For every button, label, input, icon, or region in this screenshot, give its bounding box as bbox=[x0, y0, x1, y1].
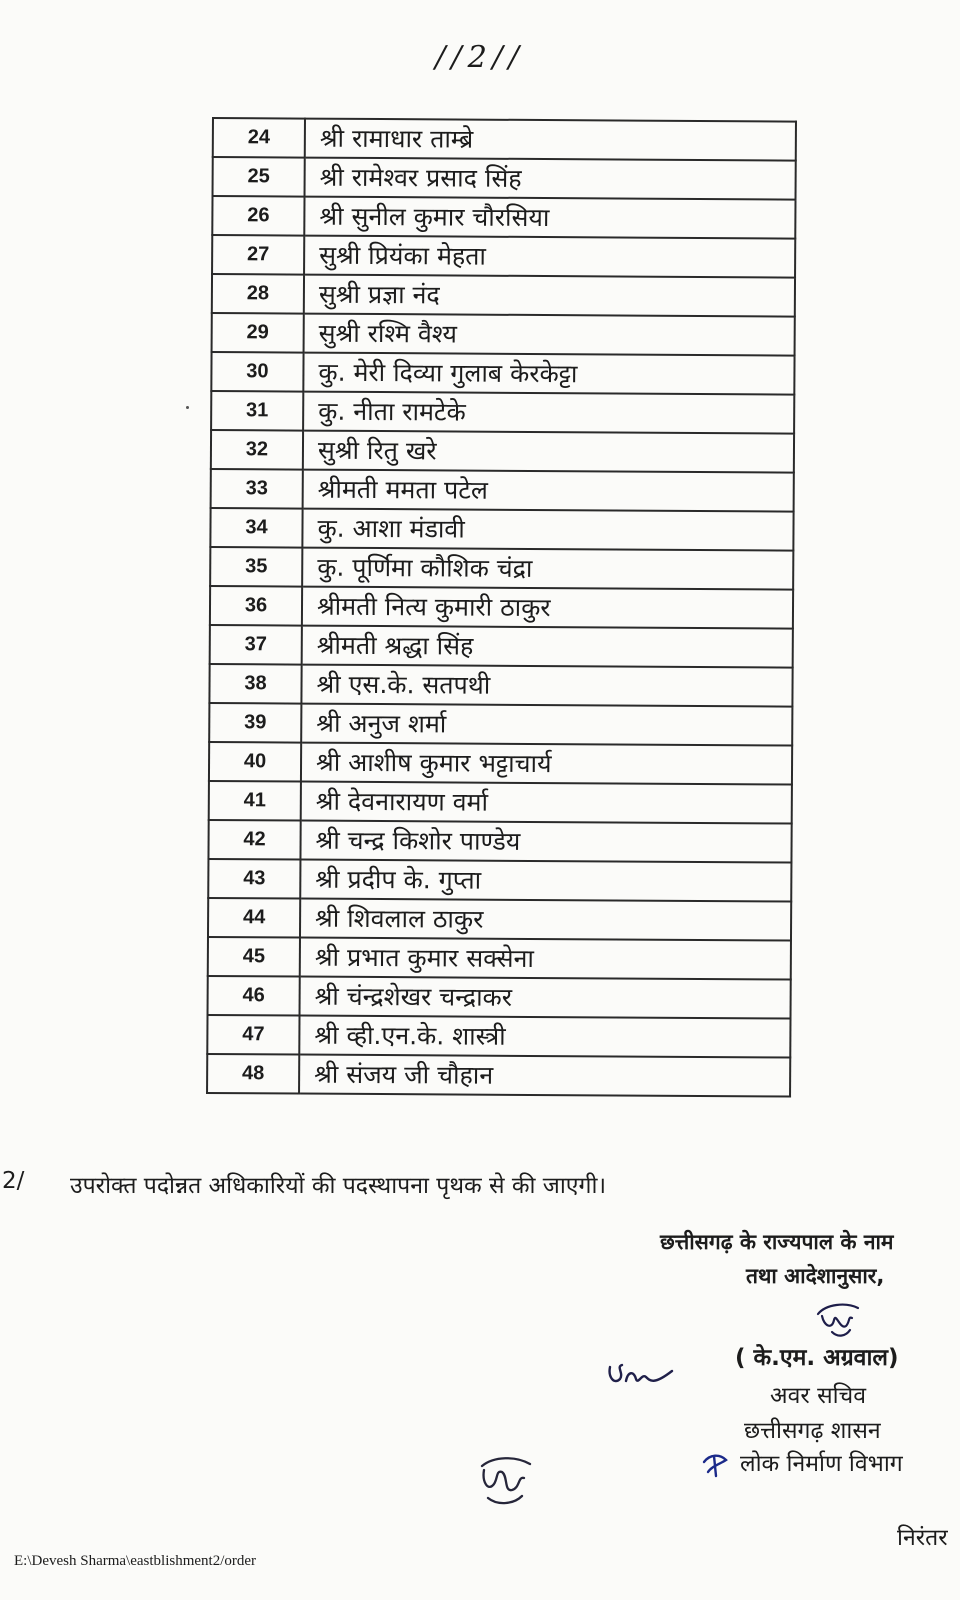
officer-serial: 42 bbox=[208, 820, 300, 860]
officer-row bbox=[212, 313, 795, 356]
officer-row bbox=[209, 781, 792, 824]
officer-name: कु. मेरी दिव्या गुलाब केरकेट्टा bbox=[303, 353, 794, 395]
signatory-designation: अवर सचिव bbox=[770, 1383, 866, 1409]
officer-row bbox=[208, 859, 791, 902]
officers-table-body bbox=[207, 118, 796, 1097]
officer-row bbox=[210, 547, 793, 590]
officer-serial: 36 bbox=[210, 586, 302, 626]
officer-serial: 28 bbox=[212, 274, 304, 314]
officer-serial: 46 bbox=[208, 976, 300, 1016]
paragraph-text: उपरोक्त पदोन्नत अधिकारियों की पदस्थापना पृथक से की जाएगी। bbox=[70, 1173, 607, 1199]
officer-serial: 32 bbox=[211, 430, 303, 470]
officer-name: सुश्री प्रियंका मेहता bbox=[304, 236, 795, 278]
officer-name: श्री एस.के. सतपथी bbox=[301, 665, 792, 707]
officer-row bbox=[211, 430, 794, 473]
officer-serial: 31 bbox=[211, 391, 303, 431]
officer-name: श्री रामाधार ताम्ब्रे bbox=[305, 119, 796, 161]
officer-row bbox=[212, 235, 795, 278]
officer-row bbox=[212, 274, 795, 317]
officer-name: श्री प्रदीप के. गुप्ता bbox=[300, 860, 791, 902]
officers-table bbox=[206, 117, 797, 1098]
officer-serial: 43 bbox=[208, 859, 300, 899]
officer-row bbox=[211, 352, 794, 395]
continued-marker: निरंतर bbox=[897, 1525, 948, 1551]
signatory-department: लोक निर्माण विभाग bbox=[740, 1451, 903, 1477]
officer-row bbox=[208, 937, 791, 980]
officer-serial: 41 bbox=[209, 781, 301, 821]
officer-row bbox=[207, 1054, 790, 1097]
officer-name: श्रीमती नित्य कुमारी ठाकुर bbox=[302, 587, 793, 629]
officer-serial: 25 bbox=[213, 157, 305, 197]
officer-name: श्रीमती ममता पटेल bbox=[303, 470, 794, 512]
officer-serial: 30 bbox=[211, 352, 303, 392]
officer-name: श्री शिवलाल ठाकुर bbox=[300, 899, 791, 941]
officer-serial: 45 bbox=[208, 937, 300, 977]
authority-line-1: छत्तीसगढ़ के राज्यपाल के नाम bbox=[660, 1230, 894, 1254]
officer-serial: 47 bbox=[207, 1015, 299, 1055]
initials-mark-2 bbox=[474, 1452, 536, 1508]
officer-row bbox=[209, 664, 792, 707]
officer-row bbox=[210, 586, 793, 629]
officer-serial: 27 bbox=[212, 235, 304, 275]
officer-name: कु. आशा मंडावी bbox=[302, 509, 793, 551]
officer-serial: 29 bbox=[212, 313, 304, 353]
officer-row bbox=[208, 976, 791, 1019]
tick-mark bbox=[700, 1448, 734, 1478]
officer-row bbox=[208, 820, 791, 863]
officer-name: श्री व्ही.एन.के. शास्त्री bbox=[299, 1016, 790, 1058]
officer-serial: 44 bbox=[208, 898, 300, 938]
signatory-name: ( के.एम. अग्रवाल) bbox=[735, 1345, 899, 1371]
officer-serial: 38 bbox=[209, 664, 301, 704]
officer-serial: 34 bbox=[210, 508, 302, 548]
officer-name: श्री देवनारायण वर्मा bbox=[301, 782, 792, 824]
officer-row bbox=[212, 196, 795, 239]
signatory-government: छत्तीसगढ़ शासन bbox=[744, 1418, 881, 1444]
officer-row bbox=[208, 898, 791, 941]
officer-name: श्री चन्द्र किशोर पाण्डेय bbox=[300, 821, 791, 863]
officer-serial: 37 bbox=[210, 625, 302, 665]
officer-serial: 26 bbox=[212, 196, 304, 236]
officer-row bbox=[213, 157, 796, 200]
officer-serial: 24 bbox=[213, 118, 305, 158]
officer-serial: 33 bbox=[211, 469, 303, 509]
officer-name: श्री आशीष कुमार भट्टाचार्य bbox=[301, 743, 792, 785]
officer-name: कु. पूर्णिमा कौशिक चंद्रा bbox=[302, 548, 793, 590]
officer-row bbox=[209, 742, 792, 785]
officer-name: श्री संजय जी चौहान bbox=[299, 1055, 790, 1097]
officer-serial: 48 bbox=[207, 1054, 299, 1094]
officer-serial: 39 bbox=[209, 703, 301, 743]
ink-speck bbox=[186, 406, 189, 409]
officer-row bbox=[210, 625, 793, 668]
signature-mark bbox=[812, 1300, 862, 1340]
officer-row bbox=[211, 469, 794, 512]
officer-row bbox=[211, 391, 794, 434]
officer-name: श्री रामेश्वर प्रसाद सिंह bbox=[305, 158, 796, 200]
officer-name: सुश्री रश्मि वैश्य bbox=[304, 314, 795, 356]
officer-name: श्री प्रभात कुमार सक्सेना bbox=[300, 938, 791, 980]
paragraph-number: 2/ bbox=[2, 1168, 25, 1194]
file-path: E:\Devesh Sharma\eastblishment2/order bbox=[14, 1553, 257, 1569]
officer-name: कु. नीता रामटेके bbox=[303, 392, 794, 434]
initials-mark bbox=[606, 1355, 676, 1395]
officer-name: सुश्री रितु खरे bbox=[303, 431, 794, 473]
officer-name: श्रीमती श्रद्धा सिंह bbox=[302, 626, 793, 668]
officer-row bbox=[210, 508, 793, 551]
page-number: //2// bbox=[431, 40, 529, 75]
officer-serial: 35 bbox=[210, 547, 302, 587]
officer-name: सुश्री प्रज्ञा नंद bbox=[304, 275, 795, 317]
officer-row bbox=[209, 703, 792, 746]
officer-serial: 40 bbox=[209, 742, 301, 782]
officer-row bbox=[213, 118, 796, 161]
officer-name: श्री अनुज शर्मा bbox=[301, 704, 792, 746]
authority-line-2: तथा आदेशानुसार, bbox=[746, 1264, 885, 1288]
officer-name: श्री चंन्द्रशेखर चन्द्राकर bbox=[300, 977, 791, 1019]
officer-name: श्री सुनील कुमार चौरसिया bbox=[304, 197, 795, 239]
officer-row bbox=[207, 1015, 790, 1058]
